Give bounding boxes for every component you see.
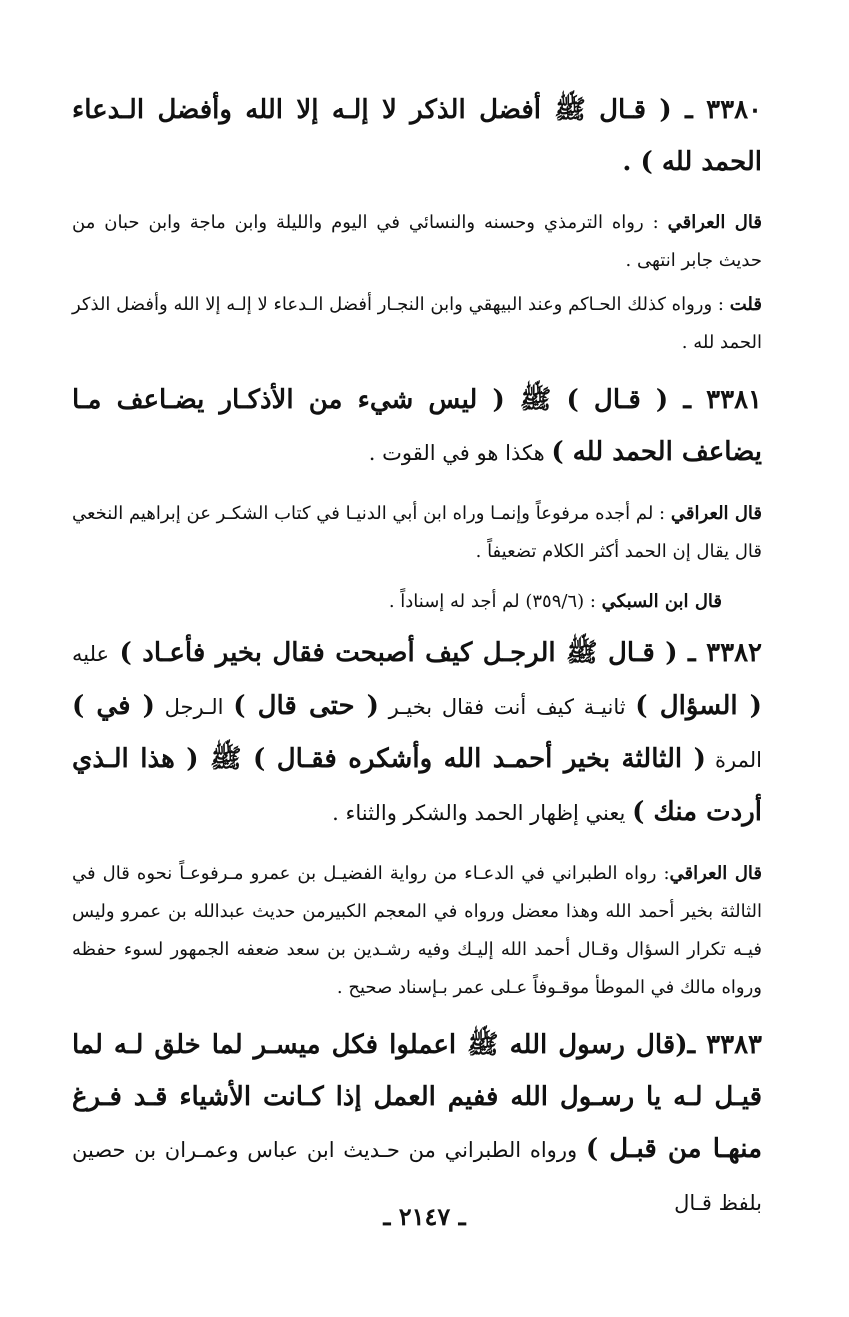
hadith-3382-seg: المرة (705, 748, 763, 772)
hadith-3382-seg: عليه (72, 642, 110, 666)
hadith-3383 (72, 1019, 762, 1229)
note-label: قلت (729, 294, 762, 315)
hadith-3383-seg: ٣٣٨٣ ـ(قال رسول الله ﷺ اعملوا فكل ميسـر لما خلق لـه لما قيـل لـه يا رسـول الله ففيم العمل إذا كـانت الأشياء قـد فـرغ منهـا من قبـل ) (72, 1030, 762, 1164)
hadith-3382-seg: ( حتى قال ) (233, 691, 379, 721)
note-iraqi-3382 (72, 855, 762, 1007)
note-label: قال العراقي (670, 503, 762, 524)
hadith-3381-bold: ٣٣٨١ ـ ( قـال ) ﷺ ( ليس شيء من الأذكـار يضـاعف مـا يضاعف الحمد لله ) (72, 385, 762, 467)
note-iraqi-3380 (72, 204, 762, 280)
hadith-3382-seg: ( في ) (72, 691, 155, 721)
hadith-3382-seg: ( الثالثة بخير أحمـد الله وأشكره فقـال ) ﷺ ( هذا الـذي أردت منك ) (72, 744, 762, 827)
note-iraqi-3381 (72, 495, 762, 571)
hadith-3382-seg: ٣٣٨٢ ـ ( قـال ﷺ الرجـل كيف أصبحت فقال بخير فأعـاد ) (109, 638, 762, 668)
note-label: قال ابن السبكي (601, 591, 722, 612)
note-label: قال العراقي (669, 863, 762, 884)
hadith-3382-seg: يعني إظهار الحمد والشكر والثناء . (332, 801, 633, 825)
note-qultu-3380 (72, 286, 762, 362)
note-text: : رواه الطبراني في الدعـاء من رواية الفضيـل بن عمرو مـرفوعـاً نحوه قال في الثالثة بخير أحمد الله وهذا معضل ورواه في المعجم الكبيرمن حديث عبدالله بن عمرو وليس فيـه تكرار السؤال وقـال أحمد الله إليـك وفيه رشـدين بن سعد ضعفه الجمهور لسوء حفظه ورواه مالك في الموطأ موقـوفاً عـلى عمر بـإسناد صحيح . (72, 863, 762, 998)
hadith-3380-text: ٣٣٨٠ ـ ( قـال ﷺ أفضل الذكر لا إلـه إلا الله وأفضل الـدعاء الحمد لله ) . (72, 95, 762, 177)
hadith-3380 (72, 84, 762, 188)
hadith-3383-seg: ورواه الطبراني من حـديث ابن عباس وعمـران بن حصين بلفظ قـال (72, 1138, 762, 1215)
note-subki-3381 (72, 583, 762, 621)
page-body (72, 84, 762, 1229)
hadith-3382-seg: ( السؤال ) (635, 691, 762, 721)
hadith-3382-seg: ثانيـة كيف أنت فقال بخيـر (378, 695, 636, 719)
note-text: : (٣٥٩/٦) لم أجد له إسناداً . (388, 591, 602, 612)
note-text: : ورواه كذلك الحـاكم وعند البيهقي وابن النجـار أفضل الـدعاء لا إلـه إلا الله وأفضل الذكر الحمد لله . (72, 294, 762, 353)
note-text: : رواه الترمذي وحسنه والنسائي في اليوم والليلة وابن ماجة وابن حبان من حديث جابر انتهى . (72, 212, 762, 271)
hadith-3381-plain: هكذا هو في القوت . (368, 441, 552, 465)
hadith-3382-seg: الـرجل (154, 695, 234, 719)
hadith-3381 (72, 374, 762, 479)
note-text: : لم أجده مرفوعاً وإنمـا وراه ابن أبي الدنيـا في كتاب الشكـر عن إبراهيم النخعي قال يقال إن الحمد أكثر الكلام تضعيفاً . (72, 503, 762, 562)
page-number: ـ ٢١٤٧ ـ (383, 1202, 466, 1231)
hadith-3382 (72, 627, 762, 839)
note-label: قال العراقي (667, 212, 762, 233)
